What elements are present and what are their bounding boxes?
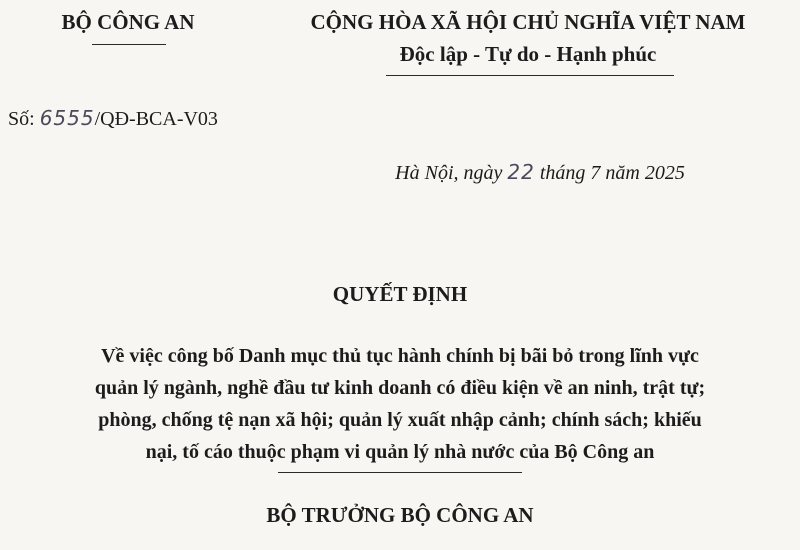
summary-line: phòng, chống tệ nạn xã hội; quản lý xuất nhập cảnh; chính sách; khiếu [98,409,702,431]
summary-underline [278,472,522,473]
issue-date-handwritten-day: 22 [507,160,535,184]
issuing-agency: BỘ CÔNG AN [61,10,195,34]
issue-date-rest: tháng 7 năm 2025 [534,162,685,184]
summary-line: nại, tố cáo thuộc phạm vi quản lý nhà nước của Bộ Công an [145,441,655,463]
motto-underline [386,75,674,76]
issue-date-place: Hà Nội, ngày [395,162,508,184]
document-number [8,106,218,131]
summary-line: Về việc công bố Danh mục thủ tục hành chính bị bãi bỏ trong lĩnh vực [101,345,699,367]
document-number-handwritten: 6555 [39,106,95,130]
issuing-authority: BỘ TRƯỞNG BỘ CÔNG AN [266,503,534,527]
document-title: QUYẾT ĐỊNH [332,282,468,306]
summary-line: quản lý ngành, nghề đầu tư kinh doanh có điều kiện về an ninh, trật tự; [94,377,706,399]
national-title: CỘNG HÒA XÃ HỘI CHỦ NGHĨA VIỆT NAM [310,10,746,34]
document-summary [0,340,800,468]
agency-underline [92,44,166,45]
document-number-prefix: Số: [8,108,40,130]
national-motto: Độc lập - Tự do - Hạnh phúc [399,42,657,66]
issue-date [300,160,780,185]
document-number-suffix: /QĐ-BCA-V03 [94,108,218,130]
